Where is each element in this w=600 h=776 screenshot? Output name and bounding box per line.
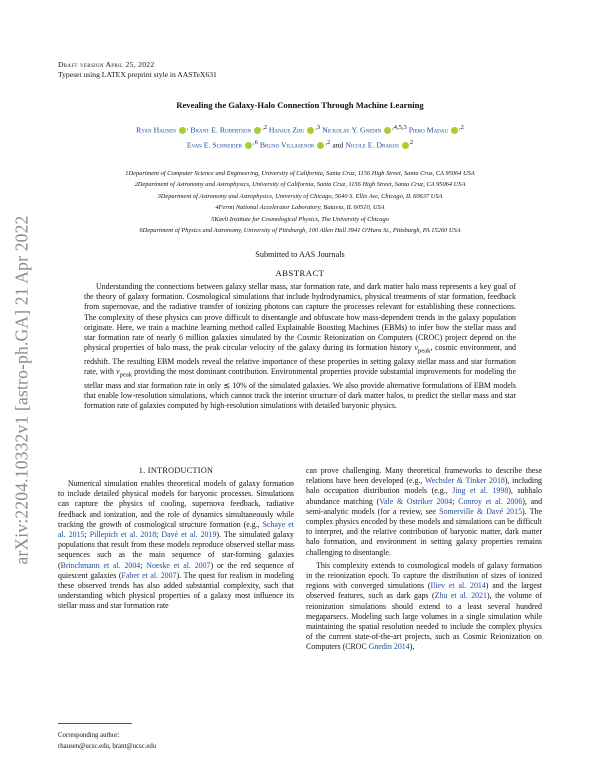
body-text: ). The complex physics encoded by these models and simulations can be difficult to interpret, and the relative contribution of baryonic matter, dark matter halo formation, and environment in setting galaxy properties remains challenging to disentangle. <box>306 506 542 557</box>
body-text: ; <box>156 530 162 540</box>
paper-title: Revealing the Galaxy-Halo Connection Through Machine Learning <box>176 100 424 110</box>
author-affil-marker: ,6 <box>252 138 258 146</box>
citation-link[interactable]: Jing et al. 1998 <box>452 486 509 496</box>
orcid-icon[interactable] <box>402 142 409 149</box>
body-text: ), <box>409 642 415 652</box>
body-text: ), and semi-analytic models (for a review, see <box>306 496 543 516</box>
orcid-icon[interactable] <box>317 142 324 149</box>
body-text: This complexity extends to cosmological models of galaxy formation in the reionization epoch. To capture the distribution of sizes of ionized regions with converged simulations ( <box>306 560 542 591</box>
typeset-line: Typeset using LATEX preprint style in AASTeX631 <box>58 70 217 79</box>
author-link[interactable]: Hanjue Zhu <box>268 125 305 135</box>
abstract-body <box>84 282 516 412</box>
author-affil-marker: ,3 <box>315 124 321 131</box>
author-affil-marker: , <box>186 124 189 131</box>
citation-link[interactable]: Schaye et al. 2015 <box>58 519 294 540</box>
left-column <box>58 479 294 612</box>
citation-link[interactable]: Gnedin 2014 <box>368 642 410 652</box>
paragraph <box>306 561 542 653</box>
body-text: ; <box>452 496 459 506</box>
paragraph <box>58 479 294 612</box>
author-link[interactable]: Evan E. Schneider <box>186 140 243 150</box>
corresponding-emails[interactable]: rhausen@ucsc.edu, brant@ucsc.edu <box>58 743 157 750</box>
orcid-icon[interactable] <box>179 127 186 134</box>
author-link[interactable]: Nickolay Y. Gnedin <box>322 125 382 135</box>
orcid-icon[interactable] <box>307 127 314 134</box>
body-text: ; <box>140 560 147 570</box>
abstract-text: providing the most dominant contribution. Environmental properties provide substantial improvements for modeling the stellar mass and star formation rate in only <box>84 367 516 390</box>
author-link[interactable]: Ryan Hausen <box>136 125 176 135</box>
right-column <box>306 466 542 653</box>
footnote-label: Corresponding author: <box>58 732 120 739</box>
citation-link[interactable]: Somerville & Davé 2015 <box>439 506 523 516</box>
affiliation: 4Fermi National Accelerator Laboratory, Batavia, IL 60510, USA <box>215 204 385 212</box>
vpeak-symbol: v <box>116 367 120 377</box>
author-link[interactable]: Brant E. Robertson <box>190 125 252 135</box>
author-affil-marker: ,2 <box>325 138 331 146</box>
orcid-icon[interactable] <box>384 127 391 134</box>
orcid-icon[interactable] <box>254 127 261 134</box>
body-text: ), subhalo abundance matching ( <box>306 486 543 506</box>
affiliation: 5Kavli Institute for Cosmological Physics, The University of Chicago <box>211 215 389 223</box>
section-heading: 1. INTRODUCTION <box>138 466 214 475</box>
citation-link[interactable]: Faber et al. 2007 <box>121 570 177 580</box>
arxiv-identifier: arXiv:2204.10332v1 [astro-ph.GA] 21 Apr 2022 <box>11 215 32 565</box>
affiliation: 1Department of Computer Science and Engineering, University of California, Santa Cruz, 1156 High Street, Santa Cruz, CA 95064 USA <box>125 170 475 177</box>
citation-link[interactable]: Vale & Ostriker 2004 <box>379 496 453 506</box>
submission-note: Submitted to AAS Journals <box>255 250 345 259</box>
author-affil-marker: ,2 <box>262 124 267 131</box>
body-text: ) and the largest observed features, such as dark gaps ( <box>306 581 542 601</box>
footnote-rule <box>58 723 132 724</box>
author-affil-marker: ,2 <box>458 124 464 131</box>
author-affil-marker: ,4,5,3 <box>392 124 407 131</box>
citation-link[interactable]: Zhu et al. 2021 <box>434 591 487 601</box>
draft-version-line: Draft version April 25, 2022 <box>58 60 155 69</box>
citation-link[interactable]: Davé et al. 2019 <box>161 530 217 540</box>
body-text: ), the volume of reionization simulations should extend to a least several hundred megaparsecs. Modeling such large volumes in a single simulation while maintaining the spatial resolution needed to include the complex physics of the current state-of-the-art projects, such as Cosmic Reionization on Computers (CROC <box>306 591 542 652</box>
abstract-text: , cosmic environment, and redshift. The resulting EBM models reveal the relative importance of these properties in setting galaxy stellar mass and star formation rate, with <box>84 343 516 377</box>
citation-link[interactable]: Wechsler & Tinker 2018 <box>424 476 505 486</box>
body-text: ). The simulated galaxy populations that result from these models reproduce observed stellar mass sequences such as the main sequence of star-forming galaxies ( <box>58 530 295 570</box>
footnote <box>58 730 294 752</box>
abstract-text: of the simulated galaxies. We also provide alternative formulations of EBM models that enable low-resolution simulations, which cannot track the interior structure of dark matter halos, to predict the stellar mass and star formation rate of galaxies computed by high-resolution simulations with detailed baryonic physics. <box>84 380 516 411</box>
author-conjunction: and <box>332 140 344 150</box>
author-link[interactable]: Bruno Villasenor <box>259 140 315 150</box>
abstract-heading: ABSTRACT <box>275 268 325 278</box>
percentage-expression: ≲ 10% <box>223 380 247 390</box>
citation-link[interactable]: Pillepich et al. 2018 <box>89 530 157 540</box>
body-text: Numerical simulation enables theoretical models of galaxy formation to include detailed physical models for baryonic processes. Simulations can capture the physics of cooling, supernova feedback, radiative feedback and ionization, and the role of dynamics simultaneously while tracking the growth of cosmological structure formation (e.g., <box>58 479 294 529</box>
paragraph <box>306 466 542 558</box>
author-affil-marker: 2 <box>409 138 414 146</box>
arxiv-sidebar-stamp <box>2 180 42 600</box>
citation-link[interactable]: Brinchmann et al. 2004 <box>60 560 141 570</box>
citation-link[interactable]: Conroy et al. 2006 <box>458 496 523 506</box>
vpeak-subscript: peak <box>418 347 431 355</box>
body-text: ; <box>84 530 90 540</box>
body-text: ). The quest for realism in modeling these observed trends has also added substantial complexity, such that understanding which physical properties of a galaxy most influence its stellar mass and star formation rate <box>58 570 294 611</box>
orcid-icon[interactable] <box>245 142 252 149</box>
orcid-icon[interactable] <box>451 127 458 134</box>
citation-link[interactable]: Iliev et al. 2014 <box>430 581 486 591</box>
affiliation-list <box>60 168 540 236</box>
author-link[interactable]: Nicole E. Drakos <box>345 140 399 150</box>
body-text: can prove challenging. Many theoretical frameworks to describe these relations have been developed (e.g., <box>306 466 542 486</box>
abstract-text: Understanding the connections between galaxy stellar mass, star formation rate, and dark matter halo mass represents a key goal of the theory of galaxy formation. Cosmological simulations that include hydrodynamics, physical treatments of star formation, feedback from supernovae, and the radiative transfer of ionizing photons can capture the processes relevant for establishing these connections. The complexity of these physics can prove difficult to disentangle and obfuscate how mass-dependent trends in the galaxy population originate. Here, we train a machine learning method called Explainable Boosting Machines (EBMs) to infer how the stellar mass and star formation rate of nearly 6 million galaxies simulated by the Cosmic Reionization on Computers (CROC) project depend on the physical properties of halo mass, the peak circular velocity of the galaxy during its formation history <box>84 282 516 353</box>
affiliation: 3Department of Astronomy and Astrophysics, University of Chicago, 5640 S. Ellis Ave, Chicago, IL 60637 USA <box>157 192 443 200</box>
citation-link[interactable]: Noeske et al. 2007 <box>146 560 211 570</box>
affiliation: 2Department of Astronomy and Astrophysics, University of California, Santa Cruz, 1156 High Street, Santa Cruz, CA 95064 USA <box>134 181 466 189</box>
author-list <box>100 122 500 151</box>
affiliation: 6Department of Physics and Astronomy, University of Pittsburgh, 100 Allen Hall 3941 O'Hara St., Pittsburgh, PA 15260 USA <box>139 227 461 235</box>
vpeak-symbol: v <box>414 343 419 353</box>
body-text: ) or the red sequence of quiescent galaxies ( <box>58 560 294 580</box>
body-text: ), including halo occupation distribution models (e.g., <box>306 476 542 496</box>
vpeak-subscript: peak <box>119 371 133 379</box>
author-link[interactable]: Piero Madau <box>408 125 449 135</box>
